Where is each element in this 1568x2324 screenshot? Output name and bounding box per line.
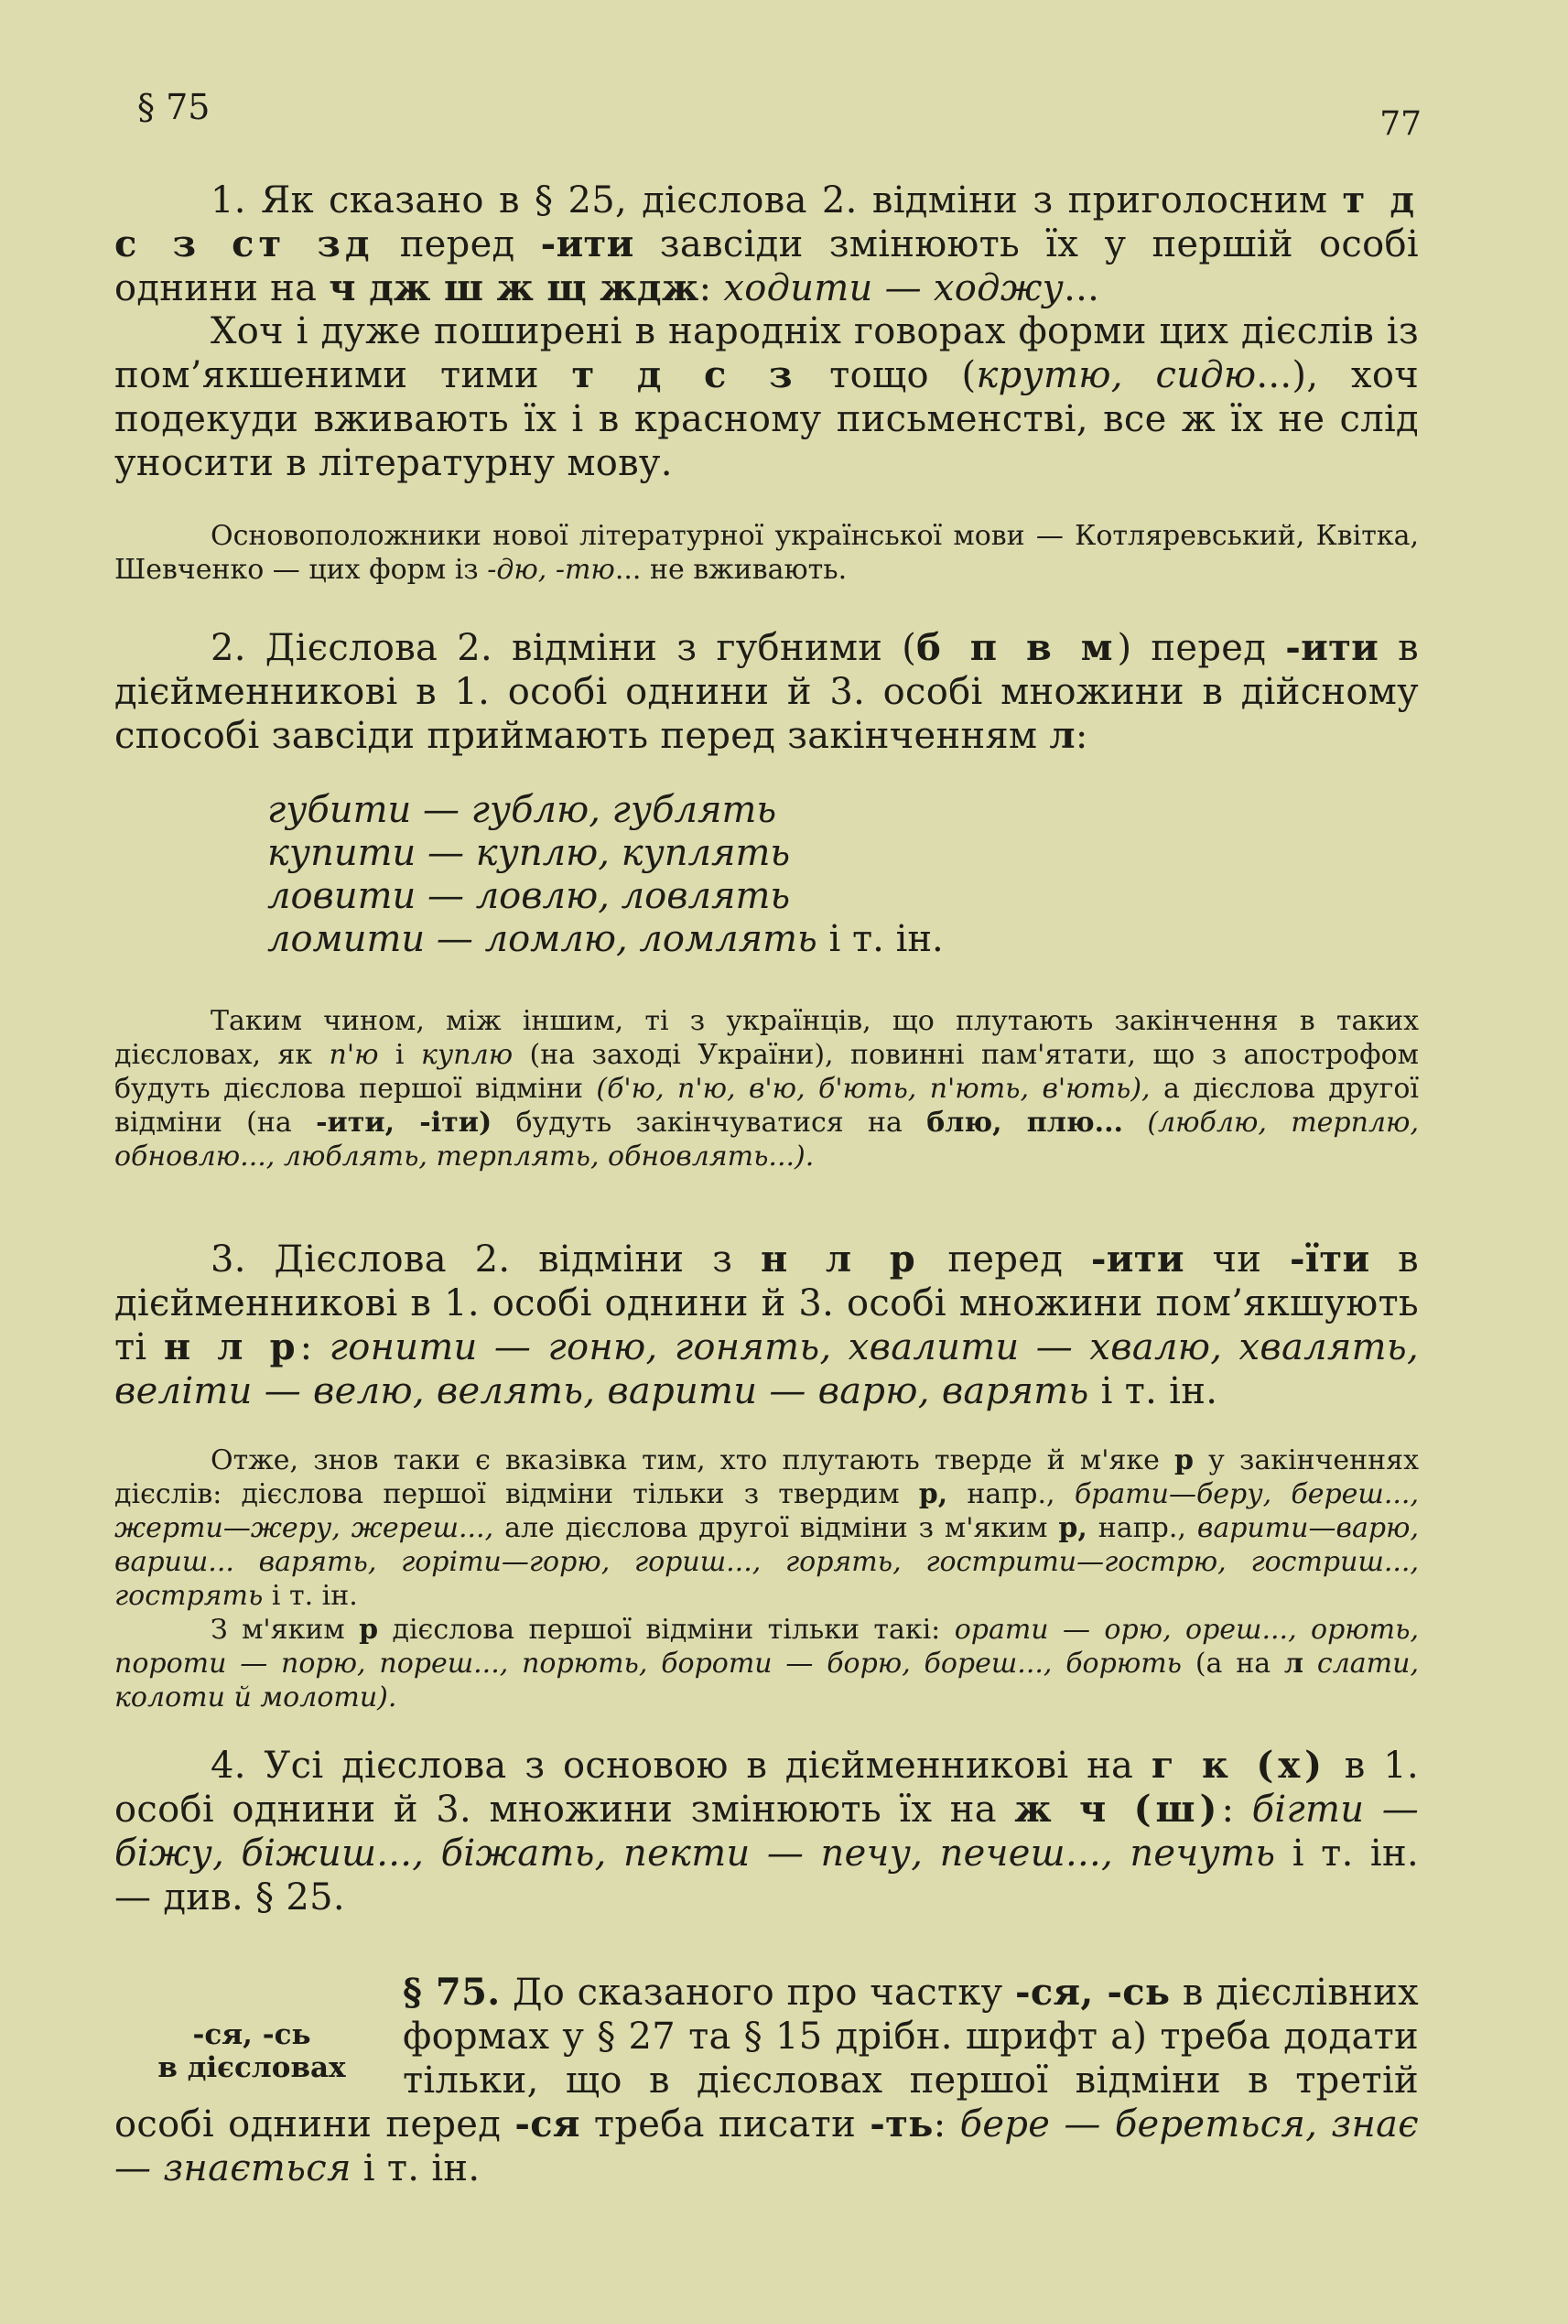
example-line: ловити — ловлю, ловлять: [267, 875, 791, 917]
conjugation-examples: [267, 789, 1091, 961]
example-line: ломити — ломлю, ломлять і т. ін.: [267, 918, 944, 960]
section-number: § 75.: [403, 1971, 501, 2014]
note-1: Основоположники нової літературної української мови — Котляревський, Квітка, Шевченко — цих форм із -дю, -тю... не вживають.: [114, 520, 1419, 586]
note-2: Таким чином, між іншим, ті з українців, що плутають закінчення в таких дієсловах, як п'ю і куплю (на заході України), повинні пам'ятати, що з апострофом будуть дієслова першої відміни (б'ю, п'ю, в'ю, б'ють, п'ють, в'ють), а дієслова другої відміни (на -ити, -іти) будуть закінчуватися на блю, плю... (люблю, терплю, обновлю..., люблять, терплять, обновлять...).: [114, 1005, 1420, 1173]
margin-spacer: [114, 1971, 403, 2099]
paragraph-4: 3. Дієслова 2. відміни з н л р перед -ити чи -їти в дієйменникові в 1. особі однини й 3. особі множини пом’якшують ті н л р: гонити — гоню, гонять, хвалити — хвалю, хвалять, веліти — велю, велять, варити — варю, варять і т. ін.: [114, 1238, 1419, 1412]
paragraph-5: 4. Усі дієслова з основою в дієйменникові на г к (х) в 1. особі однини й 3. множини змінюють їх на ж ч (ш): бігти — біжу, біжиш..., біжать, пекти — печу, печеш..., печуть і т. ін. — див. § 25.: [114, 1744, 1420, 1919]
section-header: § 75: [137, 87, 211, 127]
example-line: губити — гублю, гублять: [267, 789, 777, 831]
section-75-paragraph: § 75. До сказаного про частку -ся, -сь в дієслівних формах у § 27 та § 15 дрібн. шрифт а) треба додати тільки, що в дієсловах першої відміни в третій особі однини перед -ся треба писати -ть: бере — береться, знає — знається і т. ін.: [114, 1971, 1420, 2189]
note-3: Отже, знов таки є вказівка тим, хто плутають тверде й м'яке р у закінченнях дієслів: дієслова першої відміни тільки з твердим р, напр., брати—беру, береш..., жерти—жеру, жереш..., але дієслова другої відміни з м'яким р, напр., варити—варю, вариш... варять, горіти—горю, гориш..., горять, гострити—гострю, гостриш..., гострять і т. ін. З м'яким р дієслова першої відміни тільки такі: орати — орю, ореш..., орють, пороти — порю, пореш..., порють, бороти — борю, бореш..., борють (а на л слати, колоти й молоти).: [114, 1444, 1419, 1713]
margin-heading: -ся, -сь в дієсловах: [157, 2018, 346, 2084]
example-line: купити — куплю, куплять: [267, 832, 791, 874]
paragraph-3: 2. Дієслова 2. відміни з губними (б п в м) перед -ити в дієйменникові в 1. особі однини й 3. особі множини в дійсному способі завсіди приймають перед закінченням л:: [114, 626, 1419, 757]
paragraph-2: Хоч і дуже поширені в народніх говорах форми цих дієслів із пом’якшеними тими т д с з тощо (крутю, сидю...), хоч подекуди вживають їх і в красному письменстві, все ж їх не слід уносити в літературну мову.: [114, 310, 1420, 484]
paragraph-1: 1. Як сказано в § 25, дієслова 2. відміни з приголосним т д с з ст зд перед -ити завсіди змінюють їх у першій особі однини на ч дж ш ж щ ждж: ходити — ходжу...: [114, 178, 1420, 309]
page-number: 77: [1379, 105, 1422, 143]
